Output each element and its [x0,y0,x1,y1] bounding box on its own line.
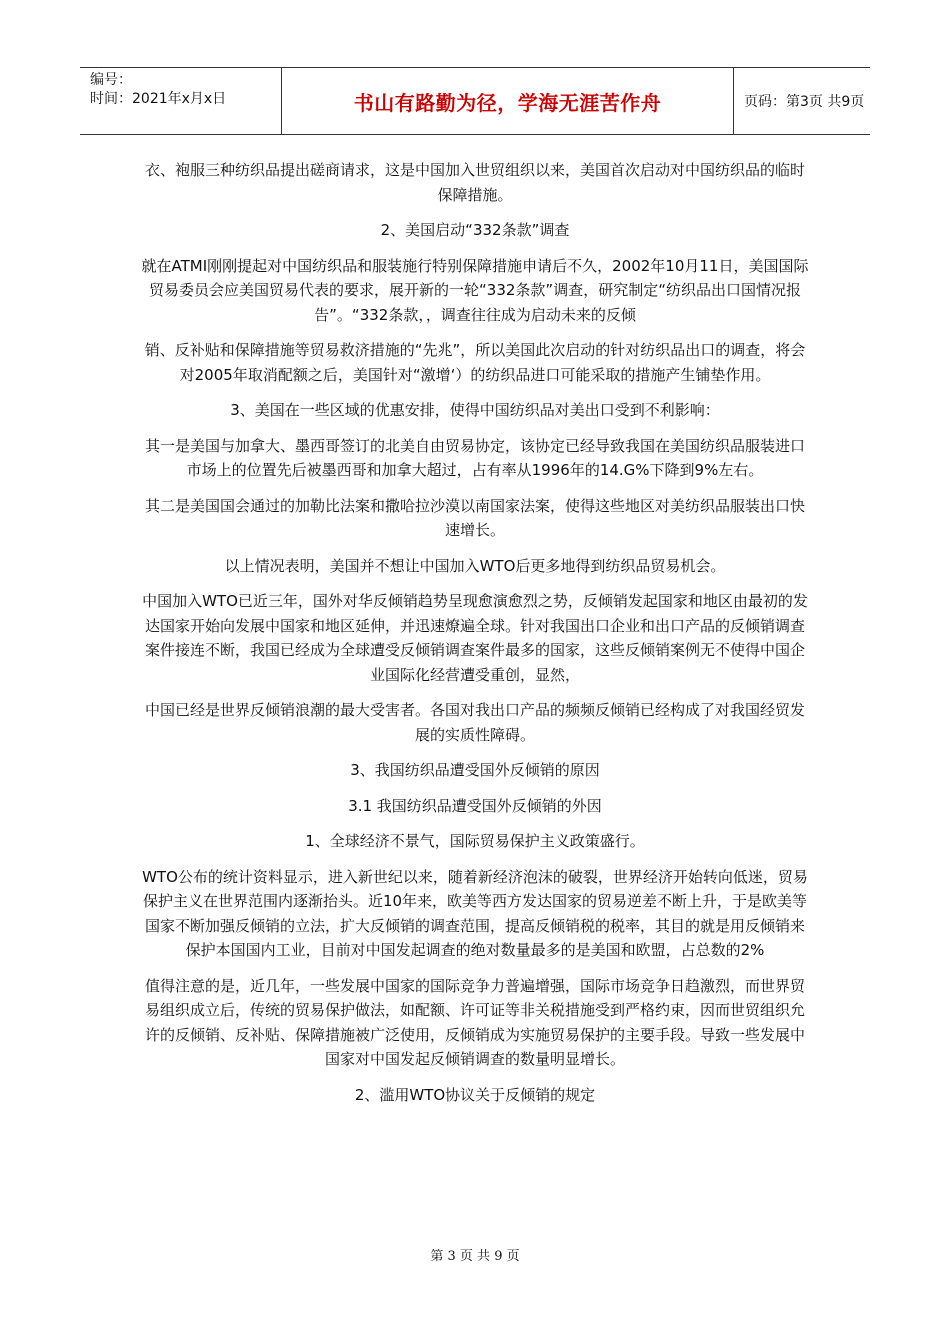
body-paragraph: 销、反补贴和保障措施等贸易救济措施的“先兆”，所以美国此次启动的针对纺织品出口的调查，将会对2005年取消配额之后，美国针对“激增‘）的纺织品进口可能采取的措施产生铺垫作用。 [144,341,806,384]
header-motto: 书山有路勤为径，学海无涯苦作舟 [282,68,734,134]
section-heading: 3、美国在一些区域的优惠安排，使得中国纺织品对美出口受到不利影响： [230,401,720,419]
body-paragraph: 就在ATMI刚刚提起对中国纺织品和服装施行特别保障措施申请后不久，2002年10月11日，美国国际贸易委员会应美国贸易代表的要求，展开新的一轮“332条款”调查，研究制定“纺织品出口国情况报告”。“332条款，，调查往往成为启动未来的反倾 [141,256,809,324]
page-header [80,67,870,135]
body-paragraph: 其一是美国与加拿大、墨西哥签订的北美自由贸易协定，该协定已经导致我国在美国纺织品服装进口市场上的位置先后被墨西哥和加拿大超过，占有率从1996年的14.G%下降到9%左右。 [144,436,805,479]
section-heading: 3、我国纺织品遭受国外反倾销的原因 [350,761,600,779]
document-number-label: 编号： [90,72,132,88]
header-page-code: 页码：第3页 共9页 [744,94,865,110]
subsection-heading: 3.1 我国纺织品遭受国外反倾销的外因 [348,796,602,815]
item-heading: 2、滥用WTO协议关于反倾销的规定 [354,1085,596,1104]
document-body [140,158,810,1118]
section-heading: 2、美国启动“332条款”调查 [380,221,570,239]
body-paragraph: 其二是美国国会通过的加勒比法案和撒哈拉沙漠以南国家法案，使得这些地区对美纺织品服装出口快速增长。 [144,496,805,539]
body-paragraph: WTO公布的统计资料显示，进入新世纪以来，随着新经济泡沫的破裂，世界经济开始转向低迷，贸易保护主义在世界范围内逐渐抬头。近10年来，欧美等西方发达国家的贸易逆差不断上升，于是欧美等国家不断加强反倾销的立法，扩大反倾销的调查范围，提高反倾销税的税率，其目的就是用反倾销来保护本国国内工业，目前对中国发起调查的绝对数量最多的是美国和欧盟，占总数的2% [142,867,808,959]
body-paragraph: 以上情况表明，美国并不想让中国加入WTO后更多地得到纺织品贸易机会。 [224,556,726,575]
body-paragraph: 衣、袍服三种纺织品提出磋商请求，这是中国加入世贸组织以来，美国首次启动对中国纺织品的临时保障措施。 [144,161,805,204]
document-date: 时间：2021年x月x日 [90,91,227,107]
body-paragraph: 中国已经是世界反倾销浪潮的最大受害者。各国对我出口产品的频频反倾销已经构成了对我国经贸发展的实质性障碍。 [144,701,805,744]
page-footer: 第 3 页 共 9 页 [430,1249,520,1264]
item-heading: 1、全球经济不景气，国际贸易保护主义政策盛行。 [305,832,645,850]
header-meta [80,68,282,134]
body-paragraph: 值得注意的是，近几年，一些发展中国家的国际竞争力普遍增强，国际市场竞争日趋激烈，而世界贸易组织成立后，传统的贸易保护做法，如配额、许可证等非关税措施受到严格约束，因而世贸组织允许的反倾销、反补贴、保障措施被广泛使用，反倾销成为实施贸易保护的主要手段。导致一些发展中国家对中国发起反倾销调查的数量明显增长。 [144,976,805,1068]
body-paragraph: 中国加入WTO已近三年，国外对华反倾销趋势呈现愈演愈烈之势，反倾销发起国家和地区由最初的发达国家开始向发展中国家和地区延伸，并迅速燎遍全球。针对我国出口企业和出口产品的反倾销调查案件接连不断，我国已经成为全球遭受反倾销调查案件最多的国家，这些反倾销案例无不使得中国企业国际化经营遭受重创，显然， [142,592,808,684]
